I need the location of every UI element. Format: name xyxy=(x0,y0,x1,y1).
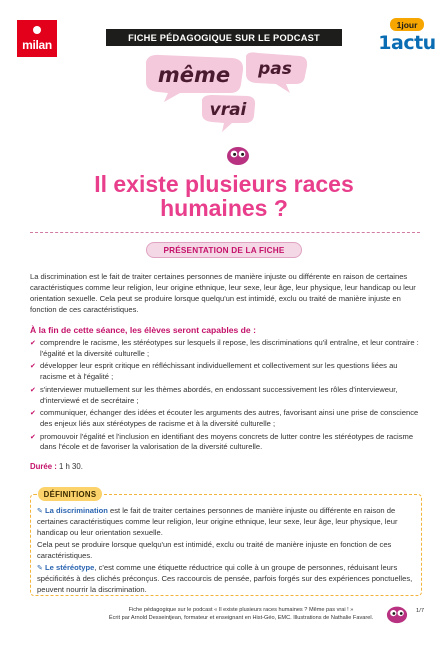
duration xyxy=(30,462,83,471)
pencil-icon: ✎ xyxy=(37,508,43,515)
checkmark-icon: ✔ xyxy=(30,410,36,418)
mascot-icon xyxy=(226,144,250,166)
section-divider xyxy=(30,232,420,233)
objectives-list xyxy=(30,338,422,455)
definitions-label: DÉFINITIONS xyxy=(38,487,102,501)
podcast-word-pas: pas xyxy=(258,59,292,79)
page-number: 1/7 xyxy=(416,608,425,614)
1actu-logo-text: 1actu xyxy=(378,32,436,54)
definition-term: La discrimination xyxy=(45,506,108,515)
objectives-heading: À la fin de cette séance, les élèves seront capables de : xyxy=(30,325,256,335)
checkmark-icon: ✔ xyxy=(30,433,36,441)
definition-stereotype xyxy=(37,563,417,595)
podcast-word-meme: même xyxy=(157,63,231,87)
list-item: ✔ développer leur esprit critique en réfléchissant individuellement et collectivement sur les questions liées au racisme et à l'égalité ; xyxy=(30,361,398,382)
footer-credits xyxy=(96,606,386,622)
definition-term: Le stéréotype xyxy=(45,563,95,573)
definition-body: est le fait de traiter certaines personnes de manière injuste ou différente en raison de certaines caractéristiques comme leur religion, leur origine ethnique, leur sexe, leur âge, leur physique, leur handicap ou leur orientation sexuelle. xyxy=(37,506,398,537)
intro-paragraph: La discrimination est le fait de traiter certaines personnes de manière injuste ou différente en raison de certaines caractéristiques comme leur religion, leur origine ethnique, leur sexe, leur âge, leur physique, leur handicap ou leur orientation sexuelle. Cela peut se produire lorsque quelqu'un est intimidé, exclu ou traité de manière injuste en fonction de ces caractéristiques. xyxy=(30,272,416,314)
definition-discrimination-cont: Cela peut se produire lorsque quelqu'un est intimidé, exclu ou traité de manière injuste en fonction de ces caractéristiques. xyxy=(37,540,392,560)
pencil-icon: ✎ xyxy=(37,565,43,573)
list-item: ✔ s'interviewer mutuellement sur les thèmes abordés, en endossant successivement les rôles d'intervieweur, d'interviewé et de secrétaire ; xyxy=(30,384,398,405)
footer-line-1: Fiche pédagogique sur le podcast « Il existe plusieurs races humaines ? Même pas vrai ! » xyxy=(128,607,354,613)
checkmark-icon: ✔ xyxy=(30,340,36,347)
definition-discrimination xyxy=(37,506,417,538)
checkmark-icon: ✔ xyxy=(30,363,36,371)
mascot-footer-icon xyxy=(386,603,408,625)
1jour1actu-logo xyxy=(378,18,436,54)
footer-line-2: Écrit par Arnold Desseintjean, formateur et enseignant en Hist-Géo, EMC. Illustrations de Nathalie Favarel. xyxy=(108,615,374,621)
1jour-logo-text: 1jour xyxy=(390,18,424,31)
duration-value: 1 h 30. xyxy=(59,462,83,471)
header-banner: FICHE PÉDAGOGIQUE SUR LE PODCAST xyxy=(106,29,342,46)
duration-label: Durée : xyxy=(30,462,57,471)
definition-body: , c'est comme une étiquette réductrice qui colle à un groupe de personnes, réduisant leurs spécificités à des clichés préconçus. Ces raccourcis de pensée, parfois forgés sur des expériences ponctuelles, peuvent nourrir la discrimination. xyxy=(37,563,413,594)
list-item: ✔ communiquer, échanger des idées et écouter les arguments des autres, favorisant ainsi une prise de conscience des enjeux liés aux stéréotypes de racisme et à la diversité culturelle ; xyxy=(30,408,419,428)
list-item: ✔ comprendre le racisme, les stéréotypes sur lesquels il repose, les discriminations qu'il entraîne, et leur contraire : l'égalité et la diversité culturelle ; xyxy=(30,338,419,358)
page-title: Il existe plusieurs races humaines ? xyxy=(94,171,354,221)
milan-logo-dot-icon xyxy=(33,26,41,34)
definitions-text xyxy=(37,506,417,597)
section-label: PRÉSENTATION DE LA FICHE xyxy=(146,242,302,258)
milan-logo-text: milan xyxy=(22,38,52,52)
checkmark-icon: ✔ xyxy=(30,386,36,394)
list-item: ✔ promouvoir l'égalité et l'inclusion en identifiant des moyens concrets de lutter contre les stéréotypes de racisme dans l'école et de favoriser la valorisation de la diversité culturelle. xyxy=(30,431,414,452)
milan-logo xyxy=(17,20,57,57)
podcast-word-vrai: vrai xyxy=(209,100,247,120)
podcast-logo xyxy=(140,52,310,142)
